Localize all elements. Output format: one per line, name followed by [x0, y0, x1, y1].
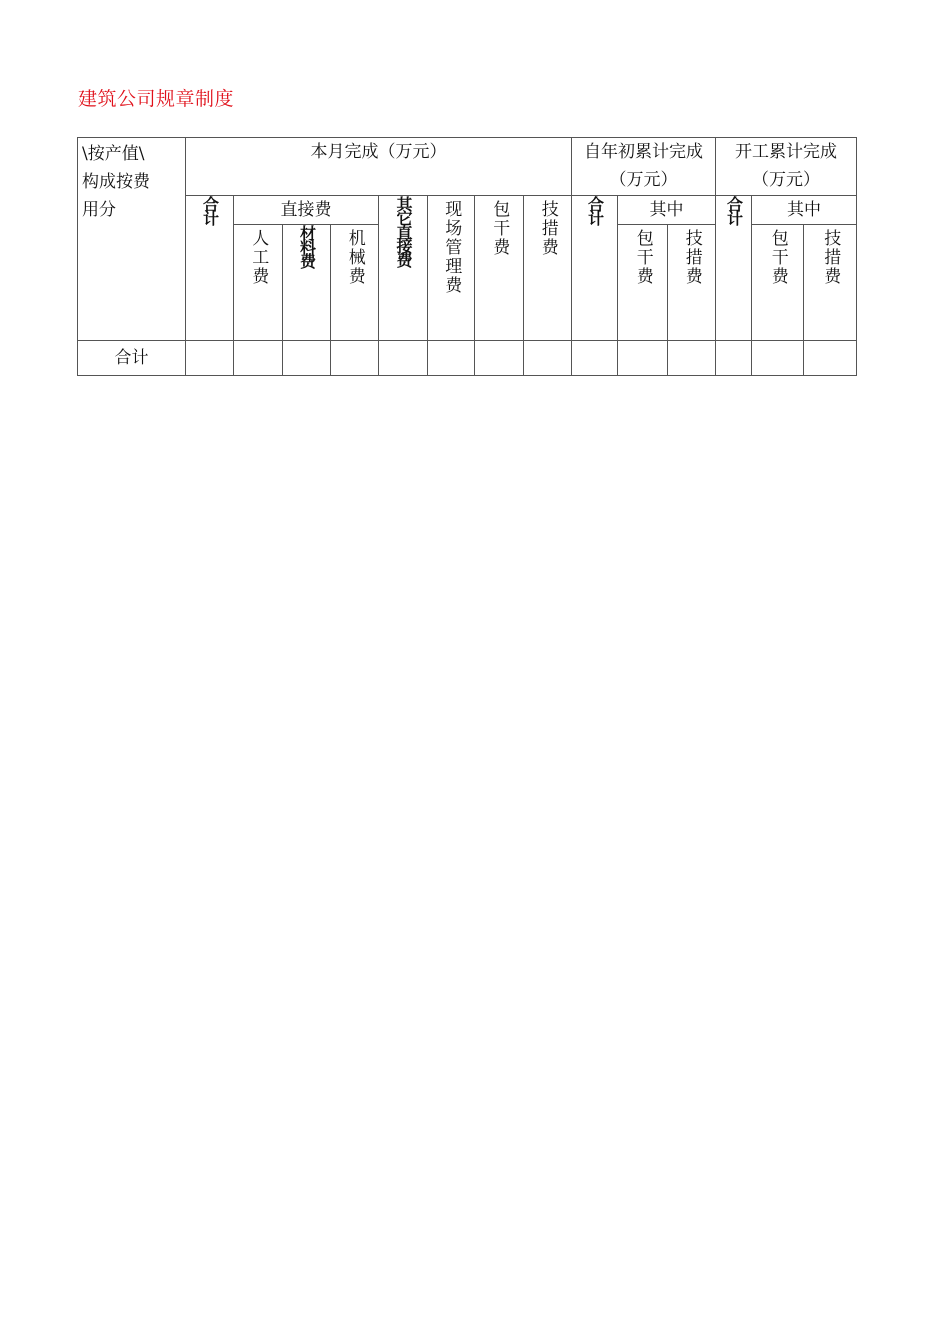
machinery-label: 机械费: [344, 229, 365, 286]
document-title: 建筑公司规章制度: [78, 88, 235, 110]
table-cell[interactable]: [716, 341, 752, 376]
ytd-measures-label: 技措费: [681, 229, 702, 286]
ytd-lump-sum-label: 包干费: [632, 229, 653, 286]
table-cell[interactable]: [804, 341, 857, 376]
table-cell[interactable]: [524, 341, 572, 376]
header-ytd-measures: [668, 225, 716, 341]
table-row-total: [78, 341, 857, 376]
header-start-measures: [804, 225, 857, 341]
table-cell[interactable]: [752, 341, 804, 376]
header-month-lump-sum: [475, 196, 524, 341]
table-cell[interactable]: [283, 341, 331, 376]
month-measures-label: 技措费: [537, 200, 558, 257]
corner-header-cell: [78, 138, 186, 341]
header-month-measures: [524, 196, 572, 341]
header-labor: [234, 225, 283, 341]
table-cell[interactable]: [572, 341, 618, 376]
total-row-label: 合计: [78, 341, 186, 376]
table-cell[interactable]: [379, 341, 428, 376]
header-month-subtotal: [186, 196, 234, 341]
table-cell[interactable]: [475, 341, 524, 376]
start-measures-label: 技措费: [820, 229, 841, 286]
header-since-start: 开工累计完成（万元）: [716, 138, 857, 196]
header-direct-cost: 直接费: [234, 196, 379, 225]
header-start-of-which: 其中: [752, 196, 857, 225]
table-cell[interactable]: [428, 341, 475, 376]
start-subtotal-label: 合计: [724, 196, 744, 224]
corner-line-3: 用分: [82, 200, 116, 220]
ytd-subtotal-label: 合计: [585, 196, 605, 224]
table-cell[interactable]: [186, 341, 234, 376]
header-ytd: 自年初累计完成（万元）: [572, 138, 716, 196]
site-mgmt-label: 现场管理费: [441, 200, 462, 295]
labor-label: 人工费: [248, 229, 269, 286]
header-ytd-subtotal: [572, 196, 618, 341]
table-cell[interactable]: [331, 341, 379, 376]
header-ytd-of-which: 其中: [618, 196, 716, 225]
header-machinery: [331, 225, 379, 341]
header-this-month: 本月完成（万元）: [186, 138, 572, 196]
corner-line-1: \按产值\: [82, 144, 145, 164]
month-lump-sum-label: 包干费: [489, 200, 510, 257]
header-start-lump-sum: [752, 225, 804, 341]
table-cell[interactable]: [618, 341, 668, 376]
header-material: [283, 225, 331, 341]
header-site-mgmt: [428, 196, 475, 341]
other-direct-label: 其它直接费: [394, 196, 413, 266]
table-cell[interactable]: [234, 341, 283, 376]
header-other-direct: [379, 196, 428, 341]
header-start-subtotal: [716, 196, 752, 341]
table-cell[interactable]: [668, 341, 716, 376]
material-label: 材料费: [297, 225, 317, 267]
start-lump-sum-label: 包干费: [767, 229, 788, 286]
output-value-table: [77, 137, 857, 376]
corner-line-2: 构成按费: [82, 172, 150, 192]
month-subtotal-label: 合计: [200, 196, 220, 224]
header-ytd-lump-sum: [618, 225, 668, 341]
